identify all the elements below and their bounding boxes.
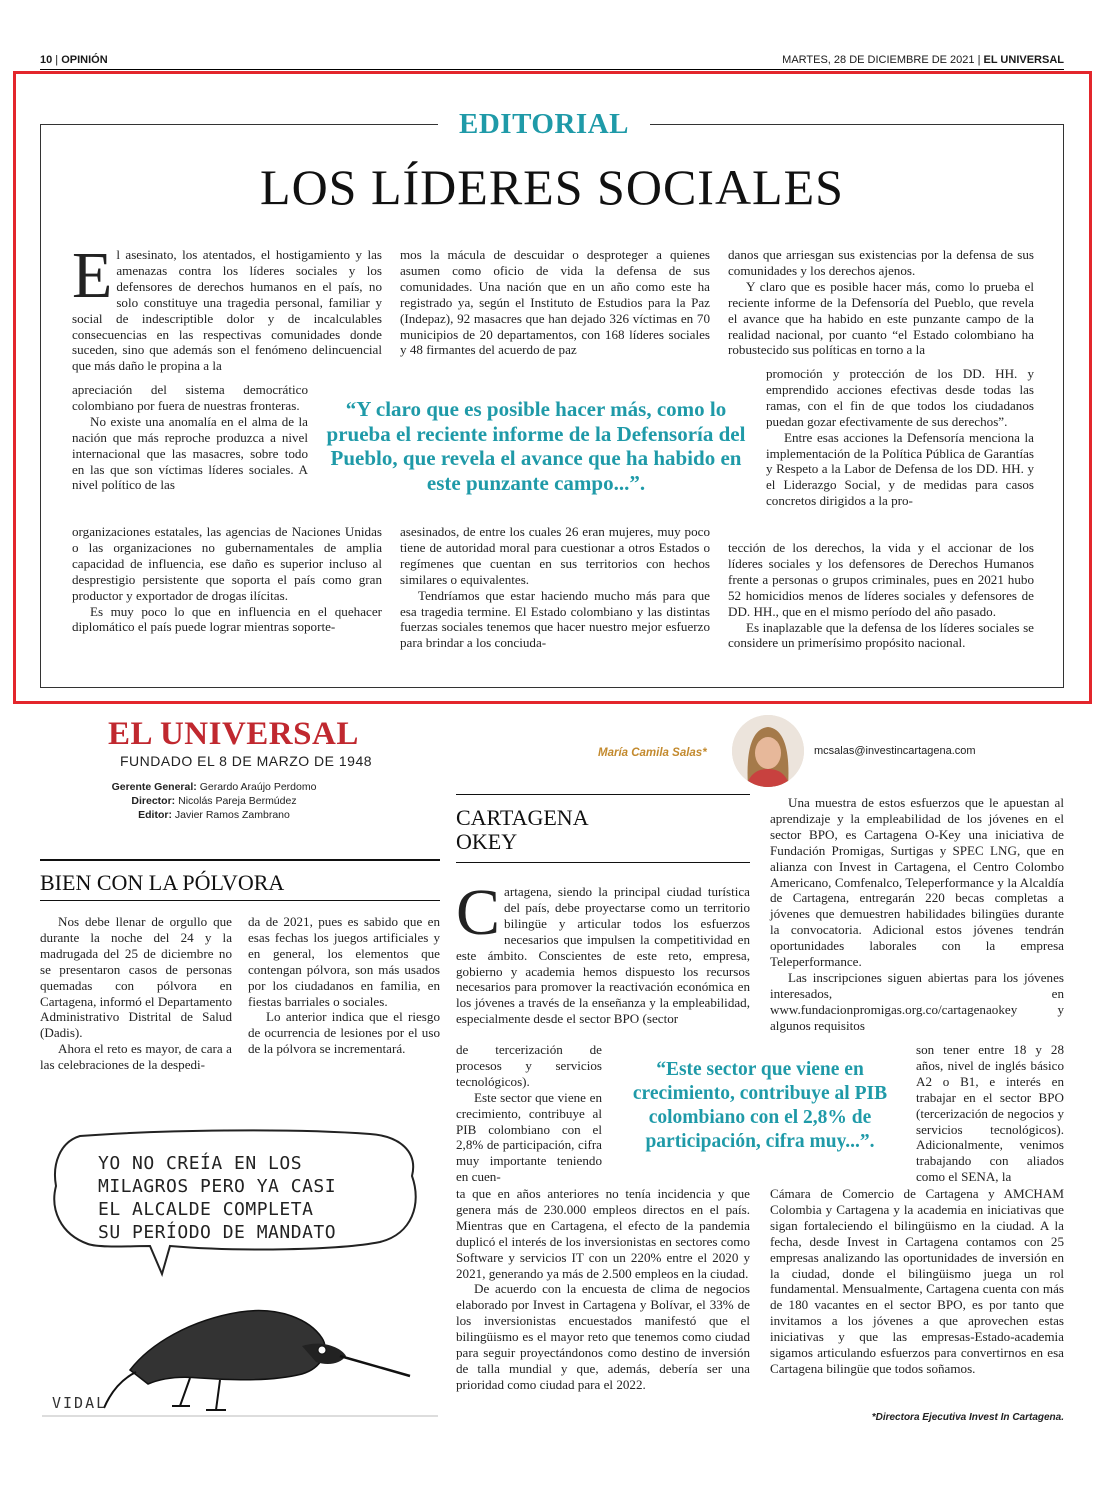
bird-legs-icon [172, 1378, 226, 1410]
column-colB-top-b: Las inscripciones siguen abiertas para los jóvenes interesados, en www.fundacionpromigas.org.co/cartagenaokey y algunos requisitos [770, 969, 1064, 1033]
column-colB-top-a: Una muestra de estos esfuerzos que le apuestan al aprendizaje y la empleabilidad de los jóvenes en el sector BPO, es Cartagena O-Key una iniciativa de Fundación Promigas, Surtigas y SPEC LNG, que en alianza con Invest in Cartagena, el Centro Colombo Americano, Comfenalco, Teleperformance y la Alcaldía de Cartagena, entregarán 220 becas completas a jóvenes que demuestren habilidades bilingües durante la convocatoria. Adicional estos jóvenes tendrán oportunidades laborales con la empresa Teleperformance. [770, 795, 1064, 970]
editorial-cartoon [40, 1124, 440, 1424]
cartoon-speech-text [98, 1152, 408, 1244]
polvora-headline: BIEN CON LA PÓLVORA [40, 870, 285, 895]
speech-line-4: SU PERÍODO DE MANDATO [98, 1222, 337, 1243]
editorial-frame-top-left [40, 124, 438, 125]
column-title-line1: CARTAGENA [456, 805, 589, 830]
author-portrait-icon [732, 715, 804, 787]
column-colA-short-b: Este sector que viene en crecimiento, contribuye al PIB colombiano con el 2,8% de participación, cifra muy importante teniendo en cuen- [456, 1089, 602, 1185]
editorial-col1-top-text: l asesinato, los atentados, el hostigamiento y las amenazas contra los líderes sociales y los defensores de derechos humanos en el país, no solo constituye una tragedia personal, familiar y social de indescriptible dolor y de incalculables consecuencias en las respectivas comunidades donde suceden, sino que además son el fenómeno delincuencial que más daño le propina a la [72, 247, 382, 374]
header-rule [40, 69, 1064, 70]
editorial-col3-mid-a: promoción y protección de los DD. HH. y emprendido acciones efectivas desde todas las ramas, con el fin de que todos los ciudadanos puedan gozar efectivamente de sus derechos”. [766, 366, 1034, 429]
bird-tail-icon [104, 1372, 136, 1408]
column-title [456, 806, 589, 854]
editorial-col1-mid-a: apreciación del sistema democrático colombiano por fuera de nuestras fronteras. [72, 382, 308, 413]
polvora-col2 [248, 914, 440, 1057]
issue-date: MARTES, 28 DE DICIEMBRE DE 2021 [782, 54, 975, 66]
editorial-col3-bottom-b: Es inaplazable que la defensa de los líderes sociales se considere un primerísimo propósito nacional. [728, 619, 1034, 651]
masthead-founded: FUNDADO EL 8 DE MARZO DE 1948 [120, 753, 373, 769]
editorial-col3-top-b: Y claro que es posible hacer más, como lo prueba el reciente informe de la Defensoría del Pueblo, que revela el avance que ha habido en este punzante campo de la realidad nacional, por cuanto “el Estado colombiano ha robustecido sus políticas en torno a la [728, 278, 1034, 358]
editorial-col1-top [72, 239, 382, 374]
credit-director: Director: Nicolás Pareja Bermúdez [131, 795, 297, 807]
editorial-col1-bottom-b: Es muy poco lo que en influencia en el quehacer diplomático el país puede lograr mientras soporte- [72, 603, 382, 635]
column-pull-quote: “Este sector que viene en crecimiento, contribuye al PIB colombiano con el 2,8% de participación, cifra muy...”. [632, 1059, 888, 1152]
polvora-rule-bottom [40, 900, 440, 901]
author-name: María Camila Salas* [598, 747, 707, 759]
speech-line-3: EL ALCALDE COMPLETA [98, 1199, 314, 1220]
column-colA-bottom-a: ta que en años anteriores no tenía incidencia y que genera más de 230.000 empleos directos en el país. Mientras que en Cartagena, el efecto de la pandemia duplicó el interés de los inversionistas en sectores como Software y servicios IT con un 220% entre el 2020 y 2021, generando ya más de 2.500 empleos en la ciudad. [456, 1186, 750, 1281]
column-dropcap: C [456, 876, 501, 949]
issue-date-bar: MARTES, 28 DE DICIEMBRE DE 2021 | EL UNIVERSAL [782, 54, 1064, 66]
masthead-title: EL UNIVERSAL [108, 716, 359, 752]
editorial-frame-top-right [650, 124, 1064, 125]
column-colA-bottom-b: De acuerdo con la encuesta de clima de negocios elaborado por Invest in Cartagena y Bolívar, el 33% de los inversionistas encuestados manifestó que el bilingüismo es el mayor reto que tenemos como ciudad para seguir proyectándonos como destino de inversión de talla mundial y que, además, debería ser una prioridad como ciudad para el 2022. [456, 1281, 750, 1392]
page-number-section: 10 | OPINIÓN [40, 54, 108, 66]
editorial-col2-bottom [400, 524, 710, 651]
cartoon-signature: VIDAL [52, 1394, 108, 1412]
polvora-rule [40, 859, 440, 861]
editorial-col2-top-text: mos la mácula de descuidar o desproteger a quienes asumen como oficio de vida la defensa de sus comunidades. Una nación que en un año como este ha registrado ya, según el Instituto de Estudios para la Paz (Indepaz), 92 masacres que han dejado 326 víctimas en 70 municipios de 20 departamentos, con 168 líderes sociales y 48 firmantes del acuerdo de paz [400, 247, 710, 358]
editorial-dropcap: E [72, 239, 113, 312]
column-colB-short-text: son tener entre 18 y 28 años, nivel de inglés básico A2 o B1, e interés en trabajar en el sector BPO (tercerización de negocios y servicios tecnológicos). Adicionalmente, venimos trabajando con aliados como el SENA, la [916, 1042, 1064, 1185]
editorial-col1-mid-b: No existe una anomalía en el alma de la nación que más reproche produzca a nivel internacional que las masacres, sobre todo en las que son víctimas líderes sociales. A nivel político de las [72, 413, 308, 493]
editorial-col1-mid [72, 382, 308, 493]
credit-gerente: Gerente General: Gerardo Araújo Perdomo [111, 781, 317, 793]
column-colA-top-text: artagena, siendo la principal ciudad turística del país, debe proyectarse como un territorio bilingüe y articular todos los esfuerzos necesarios que impulsen la competitividad en este ámbito. Conscientes de este reto, empresa, gobierno y academia hemos dispuesto los recursos necesarios para promover la reactivación económica en los jóvenes a través de la enseñanza y la empleabilidad, especialmente desde el sector BPO (sector [456, 884, 750, 1027]
editorial-col2-top [400, 247, 710, 358]
editorial-col2-bottom-a: asesinados, de entre los cuales 26 eran mujeres, muy poco tiene de autoridad moral para cuestionar a otros Estados o regímenes que cuentan en sus territorios con hechos similares o equivalentes. [400, 524, 710, 587]
editorial-col1-bottom [72, 524, 382, 635]
column-colB-bottom [770, 1186, 1064, 1377]
editorial-col3-top-a: danos que arriesgan sus existencias por la defensa de sus comunidades y los derechos ajenos. [728, 247, 1034, 278]
polvora-col2-b: Lo anterior indica que el riesgo de ocurrencia de lesiones por el uso de la pólvora se incrementará. [248, 1009, 440, 1057]
column-title-line2: OKEY [456, 829, 518, 854]
author-email: mcsalas@investincartagena.com [814, 745, 976, 757]
bird-beak-icon [340, 1356, 410, 1376]
editorial-col3-mid-b: Entre esas acciones la Defensoría menciona la implementación de la Política Pública de Garantías y Respeto a la Labor de Defensa de los DD. HH. y el Liderazgo Social, y de medidas para casos concretos dirigidos a la pro- [766, 429, 1034, 509]
polvora-col1-b: Ahora el reto es mayor, de cara a las celebraciones de la despedi- [40, 1041, 232, 1073]
column-colA-top [456, 876, 750, 1027]
credit-editor: Editor: Javier Ramos Zambrano [138, 809, 290, 821]
speech-line-2: MILAGROS PERO YA CASI [98, 1176, 337, 1197]
column-colB-bottom-text: Cámara de Comercio de Cartagena y AMCHAM Colombia y Cartagena y la academia en iniciativas que sigan fortaleciendo el bilingüismo en la ciudad. A la fecha, desde Invest in Cartagena contamos con 25 empresas analizando las oportunidades de inversión en la ciudad, donde el bilingüismo juega un rol fundamental. Mensualmente, Cartagena cuenta con más de 180 vacantes en el sector BPO, es por tanto que invitamos a los jóvenes a que aprovechen estas iniciativas y que las empresas-Estado-academia sigamos articulando esfuerzos para convertirnos en esa Cartagena bilingüe que todos soñamos. [770, 1186, 1064, 1376]
column-footnote: *Directora Ejecutiva Invest In Cartagena. [871, 1412, 1064, 1423]
editorial-headline: LOS LÍDERES SOCIALES [260, 159, 844, 215]
bird-body-icon [130, 1311, 325, 1384]
paper-name: EL UNIVERSAL [983, 54, 1064, 66]
column-title-rule [456, 794, 750, 795]
page-number: 10 [40, 54, 53, 66]
speech-line-1: YO NO CREÍA EN LOS [98, 1153, 303, 1174]
column-title-rule-bottom [456, 862, 750, 863]
polvora-col1-a: Nos debe llenar de orgullo que durante la noche del 24 y la madrugada del 25 de diciembre no se presentaron casos de personas quemadas con pólvora en Cartagena, informó el Departamento Administrativo Distrital de Salud (Dadis). [40, 914, 232, 1041]
editorial-col1-bottom-a: organizaciones estatales, las agencias de Naciones Unidas o las organizaciones no gubernamentales de amplia capacidad de influencia, ese daño es superior incluso al desprestigio persistente que soporta el país como gran productor y exportador de drogas ilícitas. [72, 524, 382, 603]
column-colA-short [456, 1042, 602, 1185]
column-colA-bottom [456, 1186, 750, 1393]
editorial-pull-quote: “Y claro que es posible hacer más, como lo prueba el reciente informe de la Defensoría del Pueblo, que revela el avance que ha habido en este punzante campo...”. [326, 397, 746, 495]
editorial-col3-bottom-a: tección de los derechos, la vida y el accionar de los líderes sociales y los defensores de Derechos Humanos frente a personas o grupos criminales, pues en 2021 hubo 52 homicidios menos de líderes sociales y defensores de DD. HH., que en el mismo período del año pasado. [728, 540, 1034, 619]
editorial-col2-bottom-b: Tendríamos que estar haciendo mucho más para que esa tragedia termine. El Estado colombiano y las distintas fuerzas sociales tenemos que hacer nuestro mejor esfuerzo para brindar a los conciuda- [400, 587, 710, 651]
section-name: OPINIÓN [61, 54, 108, 66]
editorial-col3-top [728, 247, 1034, 358]
editorial-col3-mid [766, 366, 1034, 509]
masthead-credits [100, 780, 328, 822]
column-colA-short-a: de tercerización de procesos y servicios tecnológicos). [456, 1042, 602, 1089]
author-photo [732, 715, 804, 787]
polvora-col1 [40, 914, 232, 1073]
editorial-col3-bottom [728, 540, 1034, 651]
column-colB-short [916, 1042, 1064, 1185]
polvora-col2-a: da de 2021, pues es sabido que en esas fechas los juegos artificiales y en general, los elementos que contengan pólvora, son más usados por los ciudadanos en familia, en fiestas barriales o sociales. [248, 914, 440, 1009]
column-colB-top [770, 795, 1064, 1034]
bird-eye-icon [318, 1346, 326, 1354]
editorial-label: EDITORIAL [459, 108, 629, 140]
